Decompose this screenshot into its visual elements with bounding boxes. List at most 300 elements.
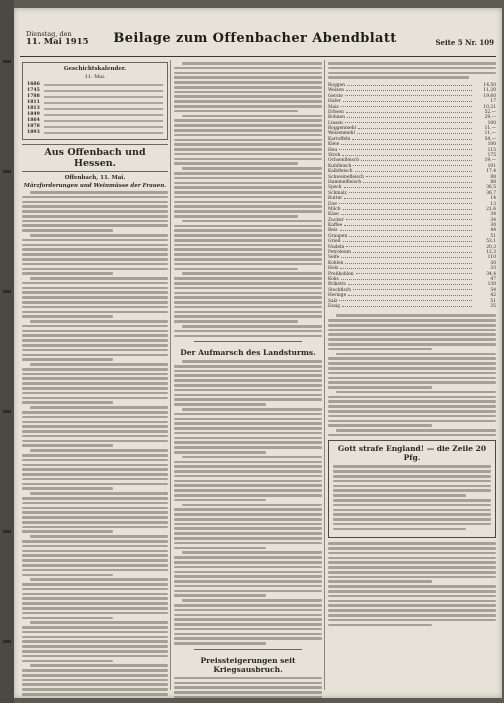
text-line bbox=[328, 76, 469, 79]
leader-dots bbox=[340, 268, 472, 269]
price-label: Kohlen bbox=[328, 260, 344, 266]
text-line bbox=[328, 552, 496, 555]
text-line bbox=[174, 370, 322, 373]
column-left bbox=[22, 62, 168, 698]
text-line bbox=[174, 461, 322, 464]
text-line bbox=[174, 105, 322, 108]
text-line bbox=[182, 62, 322, 65]
text-line bbox=[22, 521, 168, 524]
text-line bbox=[174, 205, 322, 208]
text-line bbox=[22, 487, 113, 490]
text-line bbox=[328, 324, 496, 327]
text-line bbox=[22, 631, 168, 634]
text-line bbox=[328, 566, 496, 569]
leader-dots bbox=[345, 122, 472, 123]
text-line bbox=[174, 95, 322, 98]
text-line bbox=[174, 571, 322, 574]
leader-dots bbox=[344, 198, 472, 199]
text-line bbox=[22, 497, 168, 500]
text-line bbox=[22, 358, 113, 361]
header-date-value: 11. Mai 1915 bbox=[26, 37, 89, 47]
leader-dots bbox=[361, 160, 472, 161]
text-line bbox=[174, 201, 322, 204]
section-title: Aus Offenbach und Hessen. bbox=[22, 144, 168, 172]
leader-dots bbox=[347, 117, 472, 118]
text-line bbox=[22, 258, 168, 261]
text-line bbox=[22, 425, 168, 428]
header-date bbox=[26, 30, 89, 46]
text-line bbox=[22, 655, 168, 658]
text-line bbox=[174, 470, 322, 473]
leader-dots bbox=[348, 295, 472, 296]
text-line bbox=[174, 561, 322, 564]
text-line bbox=[174, 248, 322, 251]
text-line bbox=[174, 139, 322, 142]
price-value: 34 bbox=[490, 217, 496, 223]
text-line bbox=[22, 545, 168, 548]
text-line bbox=[174, 614, 322, 617]
price-label: Gerste bbox=[328, 93, 343, 99]
text-line bbox=[174, 494, 322, 497]
text-line bbox=[328, 372, 496, 375]
text-line bbox=[22, 244, 168, 247]
price-label: Schweinefleisch bbox=[328, 174, 364, 180]
price-label: Preßkohlen bbox=[328, 271, 354, 277]
text-line bbox=[174, 384, 322, 387]
text-line bbox=[174, 335, 322, 338]
article-title: Der Aufmarsch des Landsturms. bbox=[180, 348, 316, 358]
text-line bbox=[174, 129, 322, 132]
text-line bbox=[22, 550, 168, 553]
text-line bbox=[333, 528, 466, 531]
price-value: 17,4 bbox=[486, 169, 496, 175]
text-line bbox=[22, 229, 113, 232]
article-body bbox=[328, 314, 496, 436]
text-line bbox=[174, 547, 266, 550]
text-line bbox=[22, 315, 113, 318]
price-label: Kleie bbox=[328, 142, 340, 148]
text-line bbox=[174, 398, 322, 401]
binding-mark bbox=[3, 530, 11, 533]
text-line bbox=[22, 569, 168, 572]
text-line bbox=[174, 210, 322, 213]
text-line bbox=[22, 392, 168, 395]
text-line bbox=[333, 485, 491, 488]
text-line bbox=[22, 640, 168, 643]
text-line bbox=[174, 609, 322, 612]
text-line bbox=[22, 645, 168, 648]
text-line bbox=[174, 81, 322, 84]
leader-dots bbox=[341, 106, 472, 107]
text-line bbox=[174, 119, 322, 122]
text-line bbox=[174, 148, 322, 151]
price-label: Milch bbox=[328, 206, 341, 212]
price-label: Ochsenfleisch bbox=[328, 158, 360, 164]
leader-dots bbox=[344, 225, 472, 226]
text-line bbox=[174, 229, 322, 232]
text-line bbox=[22, 306, 168, 309]
price-label: Essig bbox=[328, 303, 340, 309]
text-line bbox=[22, 679, 168, 682]
price-label: Erbsen bbox=[328, 109, 344, 115]
price-label: Kuhfleisch bbox=[328, 163, 352, 169]
text-line bbox=[174, 134, 322, 137]
leader-dots bbox=[346, 246, 472, 247]
text-line bbox=[333, 504, 491, 507]
article-body bbox=[328, 542, 496, 626]
text-line bbox=[22, 334, 168, 337]
text-line bbox=[174, 489, 322, 492]
price-value: 33 bbox=[490, 266, 496, 272]
text-line bbox=[174, 465, 322, 468]
text-line bbox=[174, 234, 322, 237]
text-line bbox=[174, 311, 322, 314]
text-line bbox=[22, 210, 168, 213]
price-value: 20,3 bbox=[486, 244, 496, 250]
text-line bbox=[22, 683, 168, 686]
text-line bbox=[328, 580, 432, 583]
text-line bbox=[22, 301, 168, 304]
text-line bbox=[174, 566, 322, 569]
calendar-year: 1811 bbox=[27, 100, 40, 105]
leader-dots bbox=[349, 192, 472, 193]
text-line bbox=[328, 624, 432, 627]
price-label: Seife bbox=[328, 255, 340, 261]
price-value: 11,— bbox=[484, 126, 496, 132]
text-line bbox=[30, 191, 168, 194]
text-line bbox=[30, 406, 168, 409]
column-rule bbox=[324, 60, 325, 690]
leader-dots bbox=[352, 139, 472, 140]
text-line bbox=[174, 162, 298, 165]
text-line bbox=[22, 330, 168, 333]
calendar-year: 1813 bbox=[27, 106, 40, 111]
table-intro bbox=[328, 62, 496, 79]
text-line bbox=[22, 349, 168, 352]
text-line bbox=[328, 319, 496, 322]
calendar-year: 1849 bbox=[27, 112, 40, 117]
text-line bbox=[22, 516, 168, 519]
text-line bbox=[174, 263, 322, 266]
text-line bbox=[22, 311, 168, 314]
leader-dots bbox=[353, 165, 472, 166]
text-line bbox=[174, 292, 322, 295]
price-value: 100 bbox=[487, 142, 496, 148]
text-line bbox=[174, 330, 322, 333]
leader-dots bbox=[341, 214, 472, 215]
binding-gutter bbox=[0, 0, 14, 703]
text-line bbox=[22, 693, 168, 696]
calendar-entry bbox=[44, 90, 163, 93]
price-label: Heu bbox=[328, 147, 338, 153]
price-label: Linsen bbox=[328, 120, 343, 126]
text-line bbox=[22, 397, 168, 400]
text-line bbox=[22, 224, 168, 227]
price-value: 14 bbox=[490, 196, 496, 202]
text-line bbox=[328, 614, 496, 617]
price-row bbox=[328, 304, 496, 309]
text-line bbox=[333, 499, 491, 502]
text-line bbox=[22, 411, 168, 414]
text-line bbox=[336, 429, 496, 432]
text-line bbox=[22, 588, 168, 591]
text-line bbox=[174, 441, 322, 444]
leader-dots bbox=[355, 171, 472, 172]
calendar-entry bbox=[44, 108, 163, 111]
notice-box bbox=[328, 440, 496, 538]
price-value: 88 bbox=[490, 174, 496, 180]
text-line bbox=[174, 239, 322, 242]
text-line bbox=[182, 360, 322, 363]
text-line bbox=[30, 234, 168, 237]
text-line bbox=[22, 401, 113, 404]
text-line bbox=[182, 167, 322, 170]
text-line bbox=[182, 408, 322, 411]
text-line bbox=[174, 446, 322, 449]
price-label: Hammelfleisch bbox=[328, 179, 362, 185]
price-value: 47 bbox=[490, 277, 496, 282]
text-line bbox=[22, 239, 168, 242]
leader-dots bbox=[341, 257, 472, 258]
text-line bbox=[22, 636, 168, 639]
price-value: 29,— bbox=[484, 115, 496, 121]
text-line bbox=[30, 320, 168, 323]
text-line bbox=[174, 686, 322, 689]
text-line bbox=[174, 508, 322, 511]
text-line bbox=[174, 422, 322, 425]
price-value: 44 bbox=[490, 228, 496, 234]
text-line bbox=[174, 537, 322, 540]
text-line bbox=[30, 535, 168, 538]
text-line bbox=[174, 604, 322, 607]
text-line bbox=[22, 454, 168, 457]
leader-dots bbox=[357, 133, 472, 134]
text-line bbox=[328, 420, 496, 423]
text-line bbox=[333, 523, 491, 526]
text-line bbox=[336, 314, 496, 317]
text-line bbox=[333, 480, 491, 483]
text-line bbox=[22, 669, 168, 672]
text-line bbox=[333, 518, 491, 521]
calendar-row bbox=[27, 130, 163, 136]
text-line bbox=[22, 607, 168, 610]
leader-dots bbox=[363, 182, 472, 183]
text-line bbox=[328, 557, 496, 560]
article-body bbox=[174, 360, 322, 645]
text-line bbox=[328, 590, 496, 593]
price-label: Kalbfleisch bbox=[328, 169, 353, 175]
text-line bbox=[182, 456, 322, 459]
price-value: 51 bbox=[490, 298, 496, 304]
price-value: 14,50 bbox=[483, 82, 496, 88]
text-line bbox=[174, 389, 322, 392]
text-line bbox=[174, 451, 266, 454]
calendar-title: Geschichtskalender. bbox=[63, 66, 127, 72]
text-line bbox=[22, 650, 168, 653]
text-line bbox=[174, 556, 322, 559]
text-line bbox=[182, 599, 322, 602]
text-line bbox=[22, 459, 168, 462]
leader-dots bbox=[358, 128, 472, 129]
text-line bbox=[174, 484, 322, 487]
text-line bbox=[22, 473, 168, 476]
leader-dots bbox=[345, 263, 472, 264]
price-label: Reis bbox=[328, 228, 338, 234]
text-line bbox=[174, 618, 322, 621]
text-line bbox=[336, 353, 496, 356]
leader-dots bbox=[343, 101, 472, 102]
text-line bbox=[22, 435, 168, 438]
text-line bbox=[22, 540, 168, 543]
text-line bbox=[174, 110, 298, 113]
leader-dots bbox=[343, 209, 472, 210]
price-value: 30 bbox=[490, 260, 496, 266]
text-line bbox=[328, 600, 496, 603]
calendar-entry bbox=[44, 132, 163, 135]
text-line bbox=[328, 362, 496, 365]
price-label: Speck bbox=[328, 185, 342, 191]
calendar-year: 1864 bbox=[27, 118, 40, 123]
price-value: 17 bbox=[490, 99, 496, 105]
text-line bbox=[174, 628, 322, 631]
column-right bbox=[328, 62, 496, 630]
calendar-year: 1686 bbox=[27, 82, 40, 87]
price-label: Briketts bbox=[328, 282, 346, 288]
text-line bbox=[174, 523, 322, 526]
price-value: 30 bbox=[490, 223, 496, 229]
text-line bbox=[22, 564, 168, 567]
history-calendar-box bbox=[22, 62, 168, 140]
text-line bbox=[22, 196, 168, 199]
price-label: Käse bbox=[328, 212, 339, 218]
text-line bbox=[174, 696, 322, 698]
price-label: Roggen bbox=[328, 82, 345, 88]
text-line bbox=[174, 403, 266, 406]
text-line bbox=[328, 595, 496, 598]
text-line bbox=[174, 76, 322, 79]
text-line bbox=[22, 507, 168, 510]
binding-mark bbox=[3, 640, 11, 643]
text-line bbox=[22, 373, 168, 376]
price-value: 54 bbox=[490, 287, 496, 293]
text-line bbox=[333, 465, 491, 468]
text-line bbox=[328, 405, 496, 408]
text-line bbox=[22, 215, 168, 218]
article-body bbox=[174, 62, 322, 337]
leader-dots bbox=[347, 85, 472, 86]
article-title: Preissteigerungen seit Kriegsausbruch. bbox=[200, 655, 296, 674]
text-line bbox=[22, 597, 168, 600]
binding-mark bbox=[3, 410, 11, 413]
text-line bbox=[174, 594, 266, 597]
text-line bbox=[328, 571, 496, 574]
text-line bbox=[22, 421, 168, 424]
leader-dots bbox=[356, 273, 472, 274]
leader-dots bbox=[341, 144, 472, 145]
text-line bbox=[174, 637, 322, 640]
binding-mark bbox=[3, 290, 11, 293]
binding-mark bbox=[3, 60, 11, 63]
leader-dots bbox=[346, 90, 472, 91]
calendar-entry bbox=[44, 102, 163, 105]
text-line bbox=[328, 396, 496, 399]
price-value: 12,3 bbox=[486, 250, 496, 256]
text-line bbox=[22, 291, 168, 294]
text-line bbox=[174, 499, 266, 502]
text-line bbox=[174, 100, 322, 103]
text-line bbox=[174, 258, 322, 261]
article-title: Märzforderungen und Weinmüsse der Frauen. bbox=[23, 183, 167, 189]
leader-dots bbox=[344, 187, 472, 188]
text-line bbox=[174, 585, 322, 588]
column-middle bbox=[174, 62, 322, 698]
calendar-entry bbox=[44, 120, 163, 123]
column-rule bbox=[170, 60, 171, 690]
text-line bbox=[22, 344, 168, 347]
text-line bbox=[22, 430, 168, 433]
text-line bbox=[22, 354, 168, 357]
newspaper-page bbox=[14, 8, 502, 698]
text-line bbox=[328, 386, 432, 389]
text-line bbox=[174, 642, 266, 645]
text-line bbox=[174, 518, 322, 521]
text-line bbox=[22, 468, 168, 471]
text-line bbox=[30, 621, 168, 624]
price-value: 19,60 bbox=[483, 93, 496, 99]
calendar-year: 1788 bbox=[27, 94, 40, 99]
section-dateline: Offenbach, 11. Mai. bbox=[64, 175, 126, 181]
text-line bbox=[333, 494, 466, 497]
binding-mark bbox=[3, 170, 11, 173]
price-value: 100 bbox=[487, 120, 496, 126]
text-line bbox=[336, 391, 496, 394]
text-line bbox=[174, 268, 298, 271]
text-line bbox=[328, 67, 496, 70]
calendar-date: 11. Mai. bbox=[84, 74, 106, 80]
text-line bbox=[22, 205, 168, 208]
price-label: Zucker bbox=[328, 217, 344, 223]
leader-dots bbox=[348, 284, 472, 285]
text-line bbox=[174, 379, 322, 382]
price-value: 51 bbox=[490, 233, 496, 239]
text-line bbox=[328, 415, 496, 418]
leader-dots bbox=[342, 306, 472, 307]
price-value: 36,5 bbox=[486, 185, 496, 191]
text-line bbox=[22, 201, 168, 204]
text-line bbox=[328, 338, 496, 341]
text-line bbox=[174, 253, 322, 256]
text-line bbox=[328, 333, 496, 336]
text-line bbox=[22, 483, 168, 486]
text-line bbox=[174, 296, 322, 299]
leader-dots bbox=[349, 236, 472, 237]
text-line bbox=[22, 387, 168, 390]
calendar-year: 1893 bbox=[27, 130, 40, 135]
text-line bbox=[174, 527, 322, 530]
text-line bbox=[22, 296, 168, 299]
text-line bbox=[22, 248, 168, 251]
text-line bbox=[328, 400, 496, 403]
text-line bbox=[22, 272, 113, 275]
text-line bbox=[174, 91, 322, 94]
price-label: Weizenmehl bbox=[328, 131, 355, 137]
text-line bbox=[333, 475, 491, 478]
calendar-entry bbox=[44, 126, 163, 129]
text-line bbox=[182, 504, 322, 507]
text-line bbox=[22, 377, 168, 380]
price-label: Schmalz bbox=[328, 190, 347, 196]
text-line bbox=[174, 677, 322, 680]
